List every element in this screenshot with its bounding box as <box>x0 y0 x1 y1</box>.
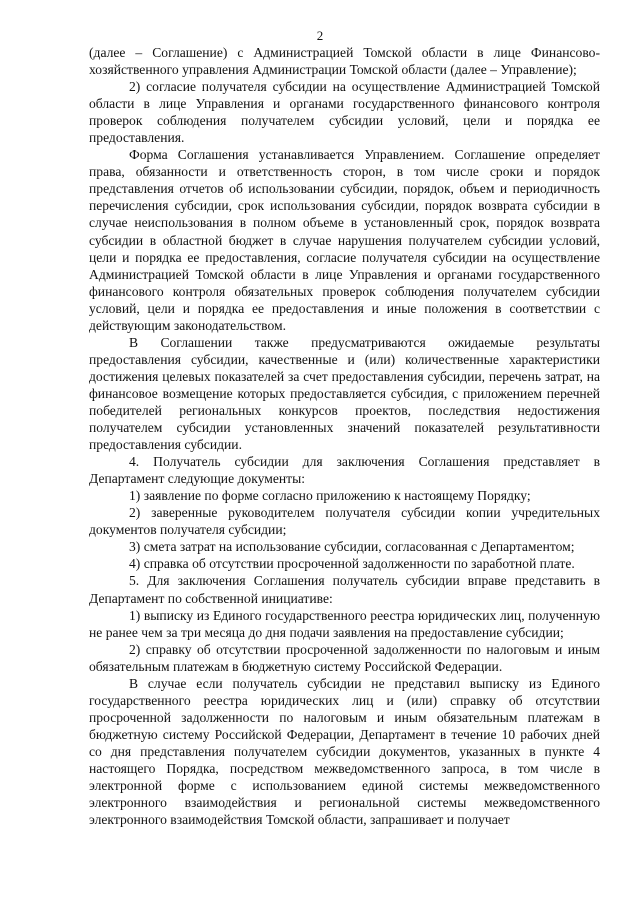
document-body <box>89 44 600 828</box>
paragraph: Форма Соглашения устанавливается Управлением. Соглашение определяет права, обязанности и ответственность сторон, в том числе сроки и порядок представления отчетов об использовании субсидии, порядок, объем и периодичность перечисления субсидии, срок использования субсидии, порядок возврата субсидии в случае неиспользования в полном объеме в установленный срок, порядок возврата субсидии в областной бюджет в случае нарушения получателем субсидии условий, цели и порядка ее предоставления, согласие получателя субсидии на осуществление Администрацией Томской области в лице Управления и органами государственного финансового контроля обязательных проверок соблюдения получателем субсидии условий, цели и порядка ее предоставления и иные положения в соответствии с действующим законодательством. <box>89 147 600 333</box>
list-item: 4) справка об отсутствии просроченной задолженности по заработной плате. <box>129 556 575 572</box>
list-item: 1) заявление по форме согласно приложению к настоящему Порядку; <box>129 488 531 504</box>
paragraph: (далее – Соглашение) с Администрацией Томской области в лице Финансово-хозяйственного управления Администрации Томской области (далее – Управление); <box>89 45 600 78</box>
list-item: 1) выписку из Единого государственного реестра юридических лиц, полученную не ранее чем за три месяца до дня подачи заявления на предоставление субсидии; <box>89 607 600 640</box>
paragraph: 2) согласие получателя субсидии на осуществление Администрацией Томской области в лице Управления и органами государственного финансового контроля проверок соблюдения получателем субсидии условий, цели и порядка ее предоставления. <box>89 79 600 146</box>
paragraph: В случае если получатель субсидии не представил выписку из Единого государственного реестра юридических лиц и (или) справку об отсутствии просроченной задолженности по налоговым и иным обязательным платежам в бюджетную систему Российской Федерации, Департамент в течение 10 рабочих дней со дня представления получателем субсидии документов, указанных в пункте 4 настоящего Порядка, посредством межведомственного запроса, в том числе в электронной форме с использованием единой системы межведомственного электронного взаимодействия и региональной системы межведомственного электронного взаимодействия Томской области, запрашивает и получает <box>89 675 600 828</box>
paragraph: В Соглашении также предусматриваются ожидаемые результаты предоставления субсидии, качественные и (или) количественные характеристики достижения целевых показателей за счет предоставления субсидии, перечень затрат, на финансовое возмещение которых предоставляется субсидия, с приложением перечней победителей региональных конкурсов проектов, последствия недостижения получателем субсидии установленных значений показателей результативности предоставления субсидии. <box>89 334 600 453</box>
page-number: 2 <box>316 28 324 43</box>
paragraph: 5. Для заключения Соглашения получатель субсидии вправе представить в Департамент по собственной инициативе: <box>89 573 600 606</box>
list-item: 2) заверенные руководителем получателя субсидии копии учредительных документов получателя субсидии; <box>89 505 600 538</box>
paragraph: 4. Получатель субсидии для заключения Соглашения представляет в Департамент следующие документы: <box>89 454 600 487</box>
list-item: 3) смета затрат на использование субсидии, согласованная с Департаментом; <box>129 539 575 555</box>
list-item: 2) справку об отсутствии просроченной задолженности по налоговым и иным обязательным платежам в бюджетную систему Российской Федерации. <box>89 641 600 674</box>
